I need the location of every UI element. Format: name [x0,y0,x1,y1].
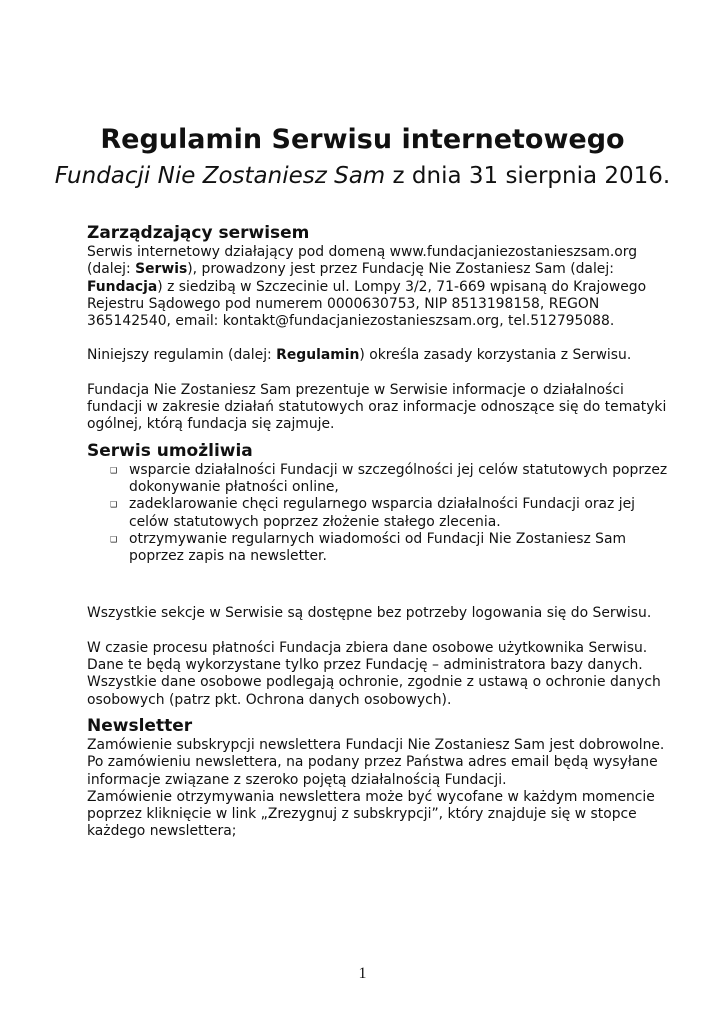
term-regulamin: Regulamin [276,347,360,364]
term-fundacja: Fundacja [87,278,158,295]
subtitle-date: z dnia 31 sierpnia 2016. [385,163,671,189]
paragraph-personal-data: W czasie procesu płatności Fundacja zbiera dane osobowe użytkownika Serwisu. Dane te będą wykorzystane tylko przez Fundację – administratora bazy danych. Wszystkie dane osobowe podlegają ochronie, zgodnie z ustawą o ochronie danych osobowych (patrz pkt. Ochrona danych osobowych). [87,639,661,708]
service-features-list [87,462,677,566]
list-item: ❑ otrzymywanie regularnych wiadomości od Fundacji Nie Zostaniesz Sam poprzez zapis na newsletter. [110,530,627,565]
subtitle-foundation-name: Fundacji Nie Zostaniesz Sam [54,163,386,189]
paragraph-newsletter-subscription: Zamówienie subskrypcji newslettera Fundacji Nie Zostaniesz Sam jest dobrowolne. Po zamówieniu newslettera, na podany przez Państwa adres email będą wysyłane informacje związane z szeroko pojętą działalnością Fundacji. [87,736,665,788]
section-heading-newsletter: Newsletter [87,715,193,736]
paragraph-foundation-info: Fundacja Nie Zostaniesz Sam prezentuje w Serwisie informacje o działalności fundacji w zakresie działań statutowych oraz informacje odnoszące się do tematyki ogólnej, którą fundacja się zajmuje. [87,381,667,433]
section-heading-management: Zarządzający serwisem [87,223,310,243]
paragraph-service-operator: Serwis internetowy działający pod domeną www.fundacjaniezostanieszsam.org (dalej: Serwis), prowadzony jest przez Fundację Nie Zostaniesz Sam (dalej: Fundacja) z siedzibą w Szczecinie ul. Lompy 3/2, 71-669 wpisaną do Krajowego Rejestru Sądowego pod numerem 0000630753, NIP 8513198158, REGON 365142540, email: kontakt@fundacjaniezostanieszsam.org, tel.512795088. [87,244,647,330]
paragraph-regulations-scope: Niniejszy regulamin (dalej: Regulamin) określa zasady korzystania z Serwisu. [87,347,632,364]
page-number: 1 [358,965,367,982]
paragraph-newsletter-unsubscribe: Zamówienie otrzymywania newslettera może być wycofane w każdym momencie poprzez kliknięcie w link „Zrezygnuj z subskrypcji”, który znajduje się w stopce każdego newslettera; [87,788,655,840]
paragraph-sections-access: Wszystkie sekcje w Serwisie są dostępne bez potrzeby logowania się do Serwisu. [87,605,652,622]
page-subtitle [0,160,725,192]
checkbox-bullet-icon: ❑ [110,500,118,510]
list-item: ❑ zadeklarowanie chęci regularnego wsparcia działalności Fundacji oraz jej celów statutowych poprzez złożenie stałego zlecenia. [110,496,636,530]
list-item: ❑ wsparcie działalności Fundacji w szczególności jej celów statutowych poprzez dokonywanie płatności online, [110,461,668,495]
section-heading-service-enables: Serwis umożliwia [87,440,253,461]
term-serwis: Serwis [135,261,188,278]
checkbox-bullet-icon: ❑ [110,465,118,475]
checkbox-bullet-icon: ❑ [110,534,118,544]
document-body [87,222,677,841]
page-title: Regulamin Serwisu internetowego [100,124,625,155]
